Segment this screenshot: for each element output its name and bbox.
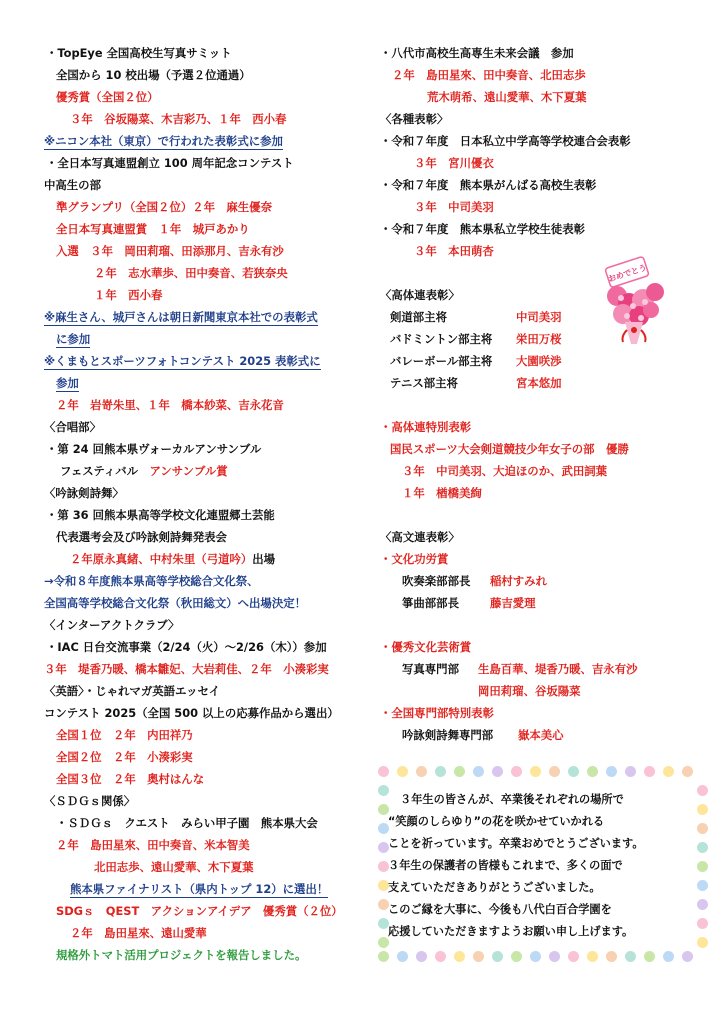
decorative-dot	[606, 766, 617, 777]
right-line: １年 楢橋美絢	[402, 486, 482, 500]
bouquet-card-text: おめでとう	[607, 262, 648, 284]
left-line: ・TopEye 全国高校生写真サミット	[46, 46, 232, 60]
left-line: コンテスト 2025（全国 500 以上の応募作品から選出）	[44, 706, 339, 720]
right-line: 荒木萌希、遠山愛華、木下夏葉	[427, 90, 587, 104]
left-line: 熊本県ファイナリスト（県内トップ 12）に選出！	[70, 882, 329, 896]
left-line: ※ニコン本社（東京）で行われた表彰式に参加	[44, 134, 283, 148]
decorative-dot	[378, 785, 389, 796]
decorative-dot	[397, 766, 408, 777]
left-line: ２年 岩嵜朱里、１年 橋本紗菜、吉永花音	[56, 398, 284, 412]
decorative-dot	[697, 899, 708, 910]
left-line: 全日本写真連盟賞 １年 城戸あかり	[56, 222, 250, 236]
left-line: ・ＳＤＧｓ クエスト みらい甲子園 熊本県大会	[56, 816, 318, 830]
right-line: 剣道部主将	[390, 310, 447, 324]
left-line: 準グランプリ（全国２位）２年 麻生優奈	[56, 200, 272, 214]
flower-bouquet-icon	[603, 256, 665, 348]
left-line: 〈インターアクトクラブ〉	[44, 618, 180, 632]
message-line: ３年生の保護者の皆様もこれまで、多くの面で	[388, 859, 623, 872]
left-line: 規格外トマト活用プロジェクトを報告しました。	[56, 948, 307, 962]
left-line: 〈合唱部〉	[44, 420, 101, 434]
left-line: ２年原永真緒、中村朱里（弓道吟）出場	[70, 552, 276, 566]
left-line: ・IAC 日台交流事業（2/24（火）～2/26（木））参加	[46, 640, 327, 654]
right-line: ・令和７年度 熊本県私立学校生徒表彰	[380, 222, 586, 236]
left-line: ２年 島田星來、田中奏音、米本智美	[56, 838, 250, 852]
right-line: 吹奏楽部部長	[402, 574, 471, 588]
decorative-dot	[378, 951, 389, 962]
decorative-dot	[416, 951, 427, 962]
right-line: 〈高体連表彰〉	[380, 288, 460, 302]
decorative-dot	[587, 766, 598, 777]
left-line: ３年 谷坂陽菜、木吉彩乃、１年 西小春	[70, 112, 287, 126]
right-line: バレーボール部主将	[390, 354, 493, 368]
left-line: ・全日本写真連盟創立 100 周年記念コンテスト	[46, 156, 294, 170]
decorative-dot	[473, 951, 484, 962]
decorative-dot	[473, 766, 484, 777]
left-line: 中高生の部	[44, 178, 101, 192]
right-line: ・高体連特別表彰	[380, 420, 472, 434]
left-line: ２年 志水華歩、田中奏音、若狭奈央	[94, 266, 288, 280]
right-line: 稲村すみれ	[490, 574, 547, 588]
decorative-dot	[549, 766, 560, 777]
message-line: “笑顔のしらゆり”の花を咲かせていかれる	[388, 815, 605, 828]
left-line: 代表選考会及び吟詠剣詩舞発表会	[56, 530, 227, 544]
decorative-dot	[697, 804, 708, 815]
right-line: 〈高文連表彰〉	[380, 530, 460, 544]
decorative-dot	[697, 842, 708, 853]
right-line: 中司美羽	[516, 310, 562, 324]
decorative-dot	[511, 766, 522, 777]
left-line: ※くまもとスポーツフォトコンテスト 2025 表彰式に	[44, 354, 321, 368]
decorative-dot	[625, 951, 636, 962]
decorative-dot	[663, 951, 674, 962]
left-line: 全国から 10 校出場（予選２位通過）	[56, 68, 251, 82]
decorative-dot	[682, 951, 693, 962]
message-line: 応援していただきますようお願い申し上げます。	[388, 925, 634, 938]
left-line: ３年 堤香乃暖、橋本雛妃、大岩莉佳、２年 小湊彩実	[44, 662, 329, 676]
decorative-dot	[454, 766, 465, 777]
right-line: ３年 中司美羽	[414, 200, 494, 214]
decorative-dot	[697, 861, 708, 872]
decorative-dot	[644, 951, 655, 962]
left-line: 全国高等学校総合文化祭（秋田総文）へ出場決定！	[44, 596, 306, 610]
decorative-dot	[530, 766, 541, 777]
decorative-dot	[492, 951, 503, 962]
decorative-dot	[663, 766, 674, 777]
left-line: 全国２位 ２年 小湊彩実	[56, 750, 193, 764]
decorative-dot	[530, 951, 541, 962]
decorative-dot	[644, 766, 655, 777]
decorative-dot	[697, 918, 708, 929]
left-line: １年 西小春	[94, 288, 163, 302]
right-line: 岡田莉瑠、谷坂陽菜	[478, 684, 581, 698]
left-line: ・第 24 回熊本県ヴォーカルアンサンブル	[46, 442, 262, 456]
right-line: ・令和７年度 熊本県がんばる高校生表彰	[380, 178, 597, 192]
bouquet-card	[605, 256, 649, 287]
left-line: 全国３位 ２年 奥村はんな	[56, 772, 205, 786]
right-line: 嶽本美心	[518, 728, 564, 742]
decorative-dot	[378, 804, 389, 815]
decorative-dot	[625, 766, 636, 777]
right-line: ・文化功労賞	[380, 552, 449, 566]
decorative-dot	[397, 951, 408, 962]
right-line: テニス部主将	[390, 376, 458, 390]
decorative-dot	[435, 951, 446, 962]
left-line: 〈英語〉・じゃれマガ英語エッセイ	[44, 684, 220, 698]
decorative-dot	[606, 951, 617, 962]
right-line: 箏曲部部長	[402, 596, 459, 610]
right-line: ３年 本田萌杏	[414, 244, 494, 258]
decorative-dot	[587, 951, 598, 962]
decorative-dot	[697, 823, 708, 834]
closing-message-box	[378, 766, 708, 962]
right-line: ３年 中司美羽、大迫ほのか、武田詞葉	[402, 464, 608, 478]
left-line: に参加	[56, 332, 91, 346]
left-line: 〈ＳＤＧｓ関係〉	[44, 794, 136, 808]
bouquet-flowers	[607, 283, 664, 326]
decorative-dot	[492, 766, 503, 777]
decorative-dot	[697, 937, 708, 948]
right-line: 栄田万桜	[516, 332, 562, 346]
right-line: 大園咲渉	[516, 354, 562, 368]
message-line: 支えていただきありがとうございました。	[388, 881, 601, 894]
left-line: フェスティバル アンサンブル賞	[60, 464, 228, 478]
left-line: 入選 ３年 岡田莉瑠、田添那月、吉永有沙	[56, 244, 284, 258]
decorative-dot	[697, 880, 708, 891]
decorative-dot	[697, 785, 708, 796]
right-line: ・令和７年度 日本私立中学高等学校連合会表彰	[380, 134, 631, 148]
decorative-dot	[568, 766, 579, 777]
decorative-dot	[416, 766, 427, 777]
right-line: バドミントン部主将	[390, 332, 493, 346]
left-line: 参加	[56, 376, 79, 390]
left-line: 優秀賞（全国２位）	[56, 90, 159, 104]
left-line: →令和８年度熊本県高等学校総合文化祭、	[44, 574, 259, 588]
right-line: ・全国専門部特別表彰	[380, 706, 494, 720]
right-line: ２年 島田星來、田中奏音、北田志歩	[392, 68, 586, 82]
message-line: このご縁を大事に、今後も八代白百合学園を	[388, 903, 612, 916]
decorative-dot	[568, 951, 579, 962]
decorative-dot	[435, 766, 446, 777]
left-line: ２年 島田星來、遠山愛華	[70, 926, 207, 940]
message-line: ことを祈っています。卒業おめでとうございます。	[388, 837, 644, 850]
left-line: 〈吟詠剣詩舞〉	[44, 486, 124, 500]
right-line: 写真専門部	[402, 662, 459, 676]
decorative-dot	[511, 951, 522, 962]
decorative-dot	[682, 766, 693, 777]
right-line: ・優秀文化芸術賞	[380, 640, 472, 654]
right-line: 国民スポーツ大会剣道競技少年女子の部 優勝	[390, 442, 629, 456]
right-line: 〈各種表彰〉	[380, 112, 449, 126]
right-line: 吟詠剣詩舞専門部	[402, 728, 494, 742]
message-line: ３年生の皆さんが、卒業後それぞれの場所で	[400, 793, 624, 806]
left-line: 全国１位 ２年 内田祥乃	[56, 728, 193, 742]
left-line: ※麻生さん、城戸さんは朝日新聞東京本社での表彰式	[44, 310, 318, 324]
left-line: ・第 36 回熊本県高等学校文化連盟郷土芸能	[46, 508, 275, 522]
decorative-dot	[378, 766, 389, 777]
right-line: ３年 宮川優衣	[414, 156, 494, 170]
right-line: 生島百華、堤香乃暖、吉永有沙	[478, 662, 638, 676]
right-line: 藤吉愛理	[490, 596, 536, 610]
right-line: 宮本悠加	[516, 376, 562, 390]
left-line: SDGｓ QEST アクションアイデア 優秀賞（２位）	[56, 904, 343, 918]
right-line: ・八代市高校生高専生未来会議 参加	[380, 46, 574, 60]
decorative-dot	[549, 951, 560, 962]
left-line: 北田志歩、遠山愛華、木下夏葉	[94, 860, 254, 874]
decorative-dot	[454, 951, 465, 962]
